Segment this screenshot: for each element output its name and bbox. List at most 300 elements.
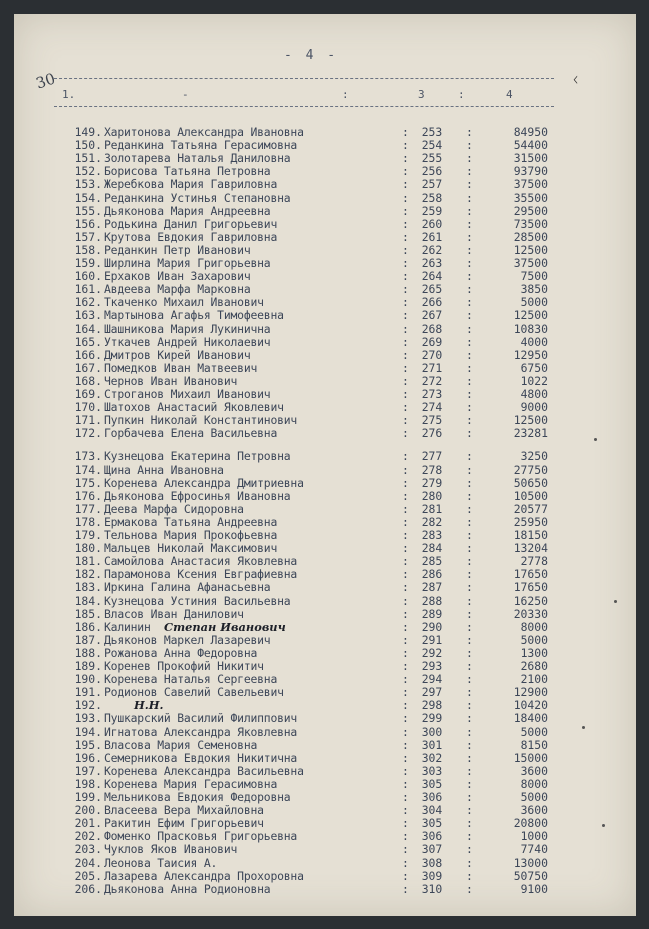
row-col-3: 306 [421,829,443,844]
column-separator: : [402,632,409,647]
table-row [14,542,636,555]
row-name: Мартынова Агафья Тимофеевна [104,308,284,323]
column-separator: : [402,216,409,231]
row-name: Горбачева Елена Васильевна [104,426,278,441]
header-rule-top [54,78,554,79]
header-col-2: - [182,88,189,101]
header-rule-bottom [54,106,554,107]
column-separator: : [402,816,409,831]
table-row [14,647,636,660]
row-col-4: 23281 [513,426,548,441]
row-col-4: 12500 [513,308,548,323]
row-number: 164. [74,321,102,336]
row-name: Чернов Иван Иванович [104,373,238,388]
row-name: Коренева Александра Васильевна [104,763,304,778]
row-number: 152. [74,164,102,179]
column-separator: : [402,177,409,192]
column-separator: : [466,672,473,687]
row-name: Иркина Галина Афанасьевна [104,580,271,595]
column-separator: : [466,203,473,218]
row-col-4: 37500 [513,177,548,192]
row-col-3: 302 [421,750,443,765]
column-separator: : [466,737,473,752]
handwritten-note: Н.Н. [134,698,164,713]
column-separator: : [466,645,473,660]
row-name: Фоменко Прасковья Григорьевна [104,829,298,844]
row-name: Пушкарский Василий Филиппович [104,711,298,726]
column-separator: : [466,541,473,556]
row-col-4: 35500 [513,190,548,205]
column-separator: : [466,462,473,477]
row-col-4: 29500 [513,203,548,218]
column-separator: : [466,413,473,428]
row-name: Деева Марфа Сидоровна [104,501,244,516]
row-col-3: 294 [421,672,443,687]
row-col-4: 27750 [513,462,548,477]
row-name: Кузнецова Екатерина Петровна [104,449,291,464]
row-name: Дьяконова Ефросинья Ивановна [104,488,291,503]
row-number: 183. [74,580,102,595]
row-col-3: 299 [421,711,443,726]
row-col-3: 297 [421,685,443,700]
column-separator: : [466,750,473,765]
row-col-3: 305 [421,816,443,831]
table-row [14,362,636,375]
table-row [14,244,636,257]
row-col-3: 310 [421,881,443,896]
row-number: 150. [74,138,102,153]
column-separator: : [466,881,473,896]
column-separator: : [466,580,473,595]
row-col-4: 5000 [520,632,548,647]
row-number: 187. [74,632,102,647]
table-row [14,283,636,296]
row-col-4: 20577 [513,501,548,516]
row-name: Дмитров Кирей Иванович [104,347,251,362]
column-separator: : [402,528,409,542]
column-separator: : [402,659,409,673]
column-separator: : [466,528,473,542]
row-col-3: 286 [421,567,443,582]
row-col-3: 288 [421,593,443,608]
row-number: 156. [74,216,102,231]
column-separator: : [402,567,409,582]
column-separator: : [466,842,473,857]
row-col-3: 268 [421,321,443,336]
table-row [14,804,636,817]
table-row [14,791,636,804]
row-number: 174. [74,462,102,477]
row-number: 165. [74,334,102,349]
column-separator: : [466,269,473,284]
row-name: Коренева Мария Герасимовна [104,776,278,791]
column-separator: : [466,488,473,503]
column-separator: : [466,698,473,713]
table-row [14,686,636,699]
column-separator: : [466,816,473,831]
column-separator: : [402,190,409,205]
row-name: Парамонова Ксения Евграфиевна [104,567,298,582]
row-col-4: 31500 [513,151,548,166]
row-col-4: 54400 [513,138,548,153]
column-separator: : [466,282,473,297]
row-name: Ракитин Ефим Григорьевич [104,816,264,831]
row-col-4: 13000 [513,855,548,870]
row-col-3: 274 [421,400,443,415]
row-number: 189. [74,659,102,673]
column-separator: : [402,541,409,556]
row-number: 162. [74,295,102,310]
table-row [14,778,636,791]
row-col-4: 13204 [513,541,548,556]
row-col-4: 5000 [520,295,548,310]
row-col-4: 16250 [513,593,548,608]
row-number: 202. [74,829,102,844]
document-page [14,14,636,916]
row-number: 195. [74,737,102,752]
table-row [14,349,636,362]
row-number: 188. [74,645,102,660]
row-number: 197. [74,763,102,778]
table-row [14,739,636,752]
column-separator: : [402,855,409,870]
row-col-4: 17650 [513,567,548,582]
row-col-4: 7740 [520,842,548,857]
row-number: 203. [74,842,102,857]
column-separator: : [402,842,409,857]
column-separator: : [402,347,409,362]
row-name: Реданкин Петр Иванович [104,242,251,257]
row-name: Лазарева Александра Прохоровна [104,868,304,883]
row-col-4: 12950 [513,347,548,362]
column-separator: : [466,711,473,726]
row-number: 177. [74,501,102,516]
table-row [14,388,636,401]
row-name: Кузнецова Устиния Васильевна [104,593,291,608]
handwritten-note: Степан Иванович [164,619,286,634]
row-name: Помедков Иван Матвеевич [104,360,258,375]
row-name: Уткачев Андрей Николаевич [104,334,271,349]
column-separator: : [402,501,409,516]
row-col-4: 1000 [520,829,548,844]
row-number: 198. [74,776,102,791]
column-separator: : [466,426,473,441]
column-separator: : [402,790,409,804]
header-col-3: 3 [418,88,425,101]
row-col-3: 257 [421,177,443,192]
row-col-4: 3850 [520,282,548,297]
row-number: 159. [74,256,102,270]
table-row [14,427,636,440]
table-row [14,152,636,165]
row-name: Шатохов Анастасий Яковлевич [104,400,284,415]
column-separator: : [466,632,473,647]
table-row [14,126,636,139]
row-col-3: 253 [421,125,443,139]
column-separator: : [402,387,409,401]
row-name: Дьяконова Мария Андреевна [104,203,271,218]
column-separator: : [466,868,473,883]
row-col-4: 18150 [513,528,548,542]
column-separator: : [466,138,473,153]
column-separator: : [402,488,409,503]
row-col-4: 8150 [520,737,548,752]
row-col-4: 93790 [513,164,548,179]
row-col-3: 280 [421,488,443,503]
row-col-3: 289 [421,606,443,621]
row-col-3: 303 [421,763,443,778]
column-separator: : [466,387,473,401]
column-separator: : [466,190,473,205]
row-col-3: 264 [421,269,443,284]
table-row [14,830,636,843]
column-separator: : [402,426,409,441]
column-separator: : [402,698,409,713]
row-number: 149. [74,125,102,139]
column-separator: : [466,685,473,700]
row-col-4: 4800 [520,387,548,401]
row-col-3: 291 [421,632,443,647]
table-row [14,555,636,568]
row-col-3: 305 [421,776,443,791]
row-number: 160. [74,269,102,284]
column-separator: : [402,164,409,179]
column-separator: : [466,803,473,818]
column-separator: : [466,400,473,415]
row-col-3: 282 [421,514,443,529]
row-col-4: 20330 [513,606,548,621]
row-col-4: 20800 [513,816,548,831]
row-name: Ширлина Мария Григорьевна [104,256,271,270]
row-name: Реданкина Устинья Степановна [104,190,291,205]
row-number: 194. [74,724,102,739]
row-name: Чуклов Яков Иванович [104,842,238,857]
row-col-3: 277 [421,449,443,464]
column-separator: : [466,776,473,791]
row-name: Золотарева Наталья Даниловна [104,151,291,166]
row-name: Коренева Александра Дмитриевна [104,475,304,490]
column-separator: : [402,475,409,490]
column-separator: : [402,321,409,336]
row-name: Коренев Прокофий Никитич [104,659,264,673]
row-name: Игнатова Александра Яковлевна [104,724,298,739]
column-separator: : [466,256,473,270]
row-name: Дьяконов Маркел Лазаревич [104,632,271,647]
row-number: 168. [74,373,102,388]
table-row [14,843,636,856]
row-col-3: 272 [421,373,443,388]
column-separator: : [402,868,409,883]
row-name: Дьяконова Анна Родионовна [104,881,271,896]
row-number: 171. [74,413,102,428]
column-separator: : [466,501,473,516]
row-col-3: 304 [421,803,443,818]
column-separator: : [402,229,409,244]
row-col-4: 12900 [513,685,548,700]
row-col-4: 3600 [520,763,548,778]
column-separator: : [466,373,473,388]
row-col-4: 25950 [513,514,548,529]
column-separator: : [402,413,409,428]
row-col-3: 255 [421,151,443,166]
table-row [14,660,636,673]
column-separator: : [402,462,409,477]
row-number: 170. [74,400,102,415]
row-col-3: 262 [421,242,443,257]
table-row [14,375,636,388]
row-col-3: 258 [421,190,443,205]
row-number: 172. [74,426,102,441]
column-header [14,88,636,114]
table-row [14,464,636,477]
row-name: Семерникова Евдокия Никитична [104,750,298,765]
table-row [14,490,636,503]
row-name: Авдеева Марфа Марковна [104,282,251,297]
row-col-4: 73500 [513,216,548,231]
row-col-4: 7500 [520,269,548,284]
row-number: 190. [74,672,102,687]
row-col-3: 284 [421,541,443,556]
row-col-3: 293 [421,659,443,673]
row-number: 176. [74,488,102,503]
column-separator: : [402,619,409,634]
row-col-3: 278 [421,462,443,477]
column-separator: : [466,724,473,739]
row-number: 161. [74,282,102,297]
row-col-3: 259 [421,203,443,218]
table-row [14,139,636,152]
row-col-4: 10420 [513,698,548,713]
column-separator: : [466,606,473,621]
column-separator: : [466,659,473,673]
row-name: Ткаченко Михаил Иванович [104,295,264,310]
header-colon: : [342,88,349,101]
table-row [14,336,636,349]
column-separator: : [402,724,409,739]
row-number: 201. [74,816,102,831]
row-number: 206. [74,881,102,896]
page-number: - 4 - [284,48,339,63]
table-row [14,205,636,218]
column-separator: : [402,645,409,660]
row-col-4: 50650 [513,475,548,490]
column-separator: : [402,685,409,700]
column-separator: : [466,567,473,582]
row-col-4: 4000 [520,334,548,349]
row-col-3: 266 [421,295,443,310]
row-number: 175. [74,475,102,490]
row-col-4: 8000 [520,776,548,791]
table-row [14,309,636,322]
table-row [14,595,636,608]
row-name: Пупкин Николай Константинович [104,413,298,428]
row-col-3: 269 [421,334,443,349]
row-name: Родькина Данил Григорьевич [104,216,278,231]
column-separator: : [402,711,409,726]
row-name: Самойлова Анастасия Яковлевна [104,554,298,569]
column-separator: : [402,256,409,270]
row-col-4: 18400 [513,711,548,726]
row-col-4: 12500 [513,242,548,257]
column-separator: : [402,829,409,844]
row-col-3: 263 [421,256,443,270]
column-separator: : [466,763,473,778]
row-col-4: 2680 [520,659,548,673]
row-number: 167. [74,360,102,375]
table-row [14,568,636,581]
table-row [14,192,636,205]
column-separator: : [402,737,409,752]
table-row [14,673,636,686]
row-col-3: 260 [421,216,443,231]
column-separator: : [402,334,409,349]
row-col-4: 15000 [513,750,548,765]
row-name: Харитонова Александра Ивановна [104,125,304,139]
column-separator: : [402,514,409,529]
row-col-4: 3600 [520,803,548,818]
row-name: Мельникова Евдокия Федоровна [104,790,291,804]
row-name: Жеребкова Мария Гавриловна [104,177,278,192]
row-number: 169. [74,387,102,401]
row-col-3: 276 [421,426,443,441]
row-col-4: 12500 [513,413,548,428]
row-name: Щина Анна Ивановна [104,462,224,477]
table-row [14,218,636,231]
table-row [14,634,636,647]
table-row [14,817,636,830]
column-separator: : [402,776,409,791]
table-row [14,516,636,529]
row-number: 180. [74,541,102,556]
column-separator: : [402,580,409,595]
table-row [14,231,636,244]
column-separator: : [402,138,409,153]
row-col-3: 285 [421,554,443,569]
row-col-3: 287 [421,580,443,595]
row-number: 193. [74,711,102,726]
column-separator: : [466,514,473,529]
table-row [14,270,636,283]
row-col-3: 290 [421,619,443,634]
column-separator: : [466,475,473,490]
column-separator: : [466,449,473,464]
row-number: 166. [74,347,102,362]
column-separator: : [402,672,409,687]
row-col-3: 256 [421,164,443,179]
corner-note: 30 [33,69,58,93]
row-name: Власеева Вера Михайловна [104,803,264,818]
header-col-1: 1. [62,88,76,101]
row-name: Власов Иван Данилович [104,606,244,621]
row-col-4: 2778 [520,554,548,569]
row-number: 199. [74,790,102,804]
row-col-3: 309 [421,868,443,883]
table-row [14,608,636,621]
row-number: 200. [74,803,102,818]
column-separator: : [402,881,409,896]
row-name: Мальцев Николай Максимович [104,541,278,556]
column-separator: : [466,790,473,804]
row-col-4: 50750 [513,868,548,883]
column-separator: : [402,400,409,415]
row-name: Шашникова Мария Лукинична [104,321,271,336]
row-number: 191. [74,685,102,700]
row-col-3: 281 [421,501,443,516]
table-row [14,401,636,414]
row-col-3: 306 [421,790,443,804]
row-col-3: 298 [421,698,443,713]
row-col-4: 5000 [520,790,548,804]
